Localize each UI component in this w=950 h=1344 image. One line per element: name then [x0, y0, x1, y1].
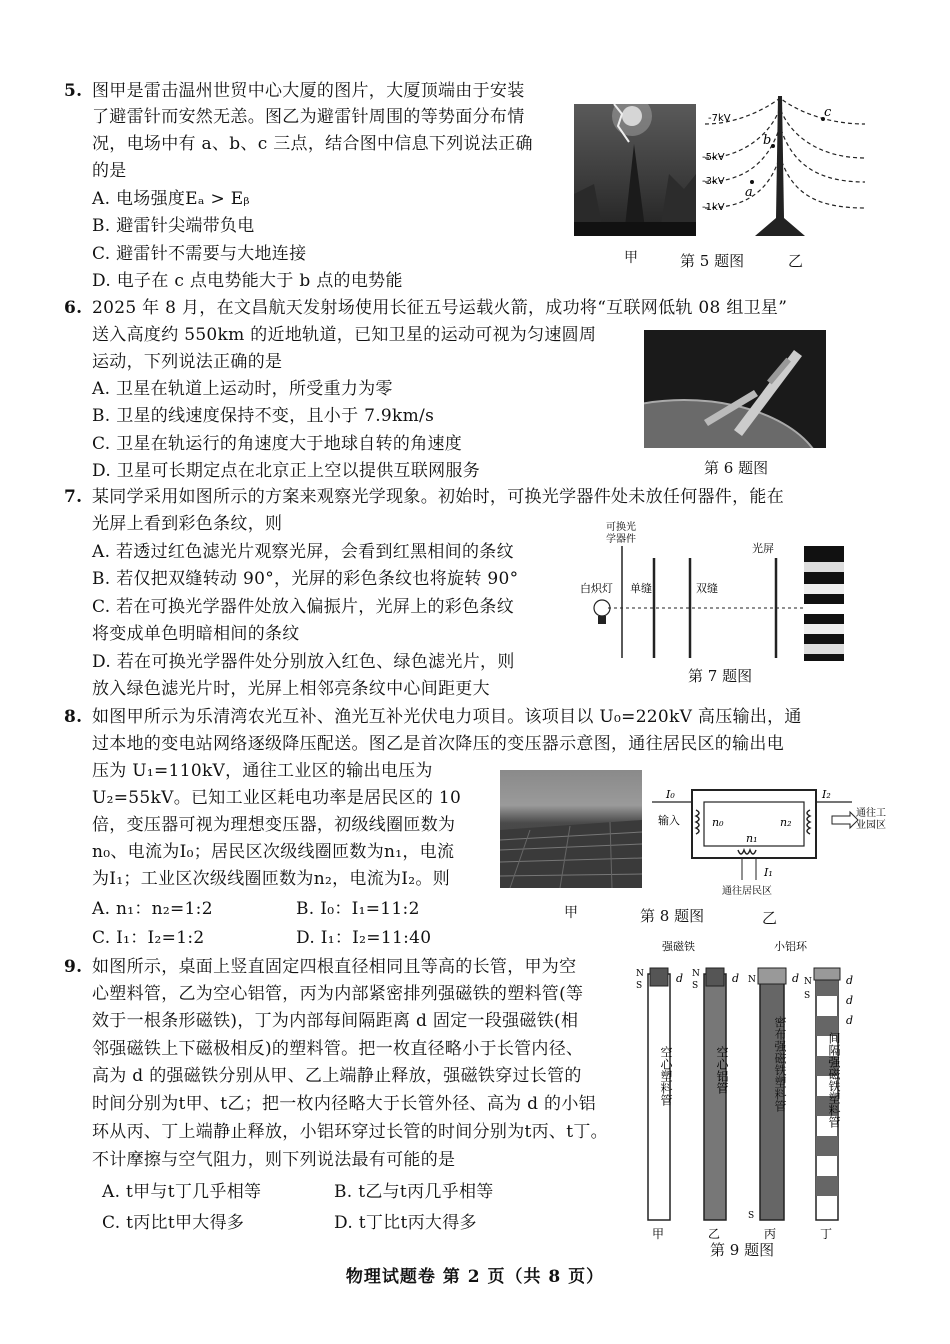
q9-tube-ding-label: 间隔强磁铁塑料管: [827, 1032, 841, 1128]
q5-potential-label-4: -1kV: [702, 202, 725, 213]
q7-number: 7.: [64, 487, 83, 507]
q8-stem-line-3: 压为 U₁=110kV，通往工业区的输出电压为: [92, 761, 433, 781]
q5-option-c: C. 避雷针不需要与大地连接: [92, 244, 307, 264]
q6-stem-line-3: 运动，下列说法正确的是: [92, 352, 283, 372]
q7-label-single-slit: 单缝: [630, 582, 652, 595]
q5-label-yi: 乙: [788, 252, 804, 270]
q9-pole-s-2: S: [692, 981, 699, 991]
q5-equipotential-diagram: [700, 96, 870, 241]
q8-label-yi: 乙: [762, 909, 778, 927]
q7-caption: 第 7 题图: [688, 667, 753, 685]
q5-point-a: a: [745, 185, 753, 200]
q9-label-ring: 小铝环: [774, 940, 807, 953]
q5-label-jia: 甲: [624, 250, 638, 266]
q5-potential-label-2: -5kV: [702, 152, 725, 163]
solar-panels-image: [500, 770, 642, 888]
q5-point-c: c: [824, 105, 832, 120]
q9-pole-n-1: N: [636, 969, 644, 979]
lightning-building-image: [574, 104, 696, 236]
q5-caption: 第 5 题图: [680, 252, 745, 270]
q7-option-c-1: C. 若在可换光学器件处放入偏振片，光屏上的彩色条纹: [92, 597, 515, 617]
q8-label-to-residential: 通往居民区: [722, 886, 772, 897]
q8-stem-line-2: 过本地的变电站网络逐级降压配送。图乙是首次降压的变压器示意图，通往居民区的输出电: [92, 734, 784, 754]
q9-option-c: C. t丙比t甲大得多: [102, 1213, 245, 1233]
q9-option-a: A. t甲与t丁几乎相等: [102, 1182, 262, 1202]
q7-stem-line-2: 光屏上看到彩色条纹，则: [92, 514, 283, 534]
q9-d-label-3: d: [792, 972, 800, 985]
q6-stem-line-1: 2025 年 8 月，在文昌航天发射场使用长征五号运载火箭，成功将“互联网低轨 08 组卫星”: [92, 298, 788, 318]
q6-option-c: C. 卫星在轨运行的角速度大于地球自转的角速度: [92, 434, 463, 454]
q8-number: 8.: [64, 707, 83, 727]
q9-d-label-4: d: [846, 974, 854, 987]
q7-option-d-1: D. 若在可换光学器件处分别放入红色、绿色滤光片，则: [92, 652, 515, 672]
q5-point-b: b: [763, 133, 772, 148]
q6-option-b: B. 卫星的线速度保持不变，且小于 7.9km/s: [92, 406, 435, 426]
q8-caption: 第 8 题图: [640, 907, 705, 925]
q8-label-jia: 甲: [564, 905, 578, 921]
q8-label-to-industry-2: 业园区: [856, 820, 886, 831]
q9-pole-s-1: S: [636, 981, 643, 991]
q9-pole-n-4: N: [804, 977, 812, 987]
q9-stem-line-4: 邻强磁铁上下磁极相反)的塑料管。把一枚直径略小于长管内径、: [92, 1039, 584, 1059]
q9-tubes-diagram: [636, 936, 868, 1250]
q7-label-lamp: 白炽灯: [580, 582, 613, 595]
q8-option-a: A. n₁：n₂=1:2: [92, 899, 213, 919]
q9-d-label-2: d: [732, 972, 740, 985]
q7-label-screen: 光屏: [752, 542, 774, 555]
secondary-coil-icon: [807, 810, 810, 834]
arrow-right-icon: [832, 812, 858, 828]
q9-pole-s-4: S: [804, 991, 811, 1001]
q9-tube-bing-label: 密布强磁铁塑料管: [773, 1016, 787, 1112]
q5-number: 5.: [64, 81, 83, 101]
q5-stem-line-3: 况，电场中有 a、b、c 三点，结合图中信息下列说法正确: [92, 134, 533, 154]
q8-transformer-diagram: [652, 780, 892, 900]
q7-optics-diagram: [578, 518, 848, 668]
q9-caption: 第 9 题图: [710, 1241, 775, 1259]
q9-tube-yi-label: 空心铝管: [715, 1046, 729, 1094]
q9-label-yi: 乙: [708, 1227, 721, 1241]
q5-stem-line-2: 了避雷针而安然无恙。图乙为避雷针周围的等势面分布情: [92, 107, 525, 127]
q6-number: 6.: [64, 298, 83, 318]
q5-option-d: D. 电子在 c 点电势能大于 b 点的电势能: [92, 271, 403, 291]
q9-label-ding: 丁: [820, 1227, 833, 1241]
q8-stem-line-4: U₂=55kV。已知工业区耗电功率是居民区的 10: [92, 788, 462, 808]
q9-d-label-1: d: [676, 972, 684, 985]
primary-coil-icon: [696, 810, 699, 834]
q8-label-n1: n₁: [746, 832, 758, 845]
q9-stem-line-7: 环从丙、丁上端静止释放，小铝环穿过长管的时间分别为t丙、t丁。: [92, 1122, 608, 1142]
q9-option-d: D. t丁比t丙大得多: [334, 1213, 477, 1233]
q7-label-double-slit: 双缝: [696, 582, 718, 595]
q9-label-magnet: 强磁铁: [662, 940, 695, 953]
q8-label-I0: I₀: [666, 788, 675, 801]
q6-option-a: A. 卫星在轨道上运动时，所受重力为零: [92, 379, 393, 399]
q5-option-a: A. 电场强度Eₐ > Eᵦ: [92, 189, 250, 209]
q9-option-b: B. t乙与t丙几乎相等: [334, 1182, 494, 1202]
q9-stem-line-8: 不计摩擦与空气阻力，则下列说法最有可能的是: [92, 1150, 456, 1170]
q8-label-input: 输入: [658, 814, 680, 827]
q9-tube-jia-label: 空心塑料管: [659, 1046, 673, 1106]
q9-stem-line-6: 时间分别为t甲、t乙；把一枚内径略大于长管外径、高为 d 的小铝: [92, 1094, 596, 1114]
q8-label-I1: I₁: [764, 866, 773, 879]
lamp-icon: [594, 600, 610, 616]
q9-stem-line-3: 效于一根条形磁铁)，丁为内部每间隔距离 d 固定一段强磁铁(相: [92, 1011, 579, 1031]
q8-label-n2: n₂: [780, 816, 792, 829]
q9-d-label-5: d: [846, 994, 854, 1007]
q9-pole-n-2: N: [692, 969, 700, 979]
satellite-earth-image: [644, 330, 826, 448]
q5-potential-label-1: -7kV: [708, 113, 731, 124]
q9-label-jia: 甲: [652, 1227, 665, 1241]
q5-stem-line-1: 图甲是雷击温州世贸中心大厦的图片，大厦顶端由于安装: [92, 81, 525, 101]
q7-option-d-2: 放入绿色滤光片时，光屏上相邻亮条纹中心间距更大: [92, 679, 490, 699]
tube-yi: [704, 974, 726, 1220]
q7-label-device-2: 学器件: [606, 534, 636, 545]
q5-stem-line-4: 的是: [92, 161, 127, 181]
q6-caption: 第 6 题图: [704, 459, 769, 477]
q9-pole-n-3: N: [748, 975, 756, 985]
q7-stem-line-1: 某同学采用如图所示的方案来观察光学现象。初始时，可换光学器件处未放任何器件，能在: [92, 487, 784, 507]
q9-pole-s-3: S: [748, 1211, 755, 1221]
q5-lightning-photo: [574, 104, 696, 236]
q8-option-d: D. I₁：I₂=11:40: [296, 928, 432, 948]
q7-option-b: B. 若仅把双缝转动 90°，光屏的彩色条纹也将旋转 90°: [92, 569, 519, 589]
q8-stem-line-5: 倍，变压器可视为理想变压器，初级线圈匝数为: [92, 815, 456, 835]
q9-stem-line-2: 心塑料管，乙为空心铝管，丙为内部紧密排列强磁铁的塑料管(等: [92, 984, 584, 1004]
q8-solar-farm-photo: [500, 770, 642, 888]
q5-potential-label-3: -3kV: [702, 176, 725, 187]
q9-stem-line-5: 高为 d 的强磁铁分别从甲、乙上端静止释放，强磁铁穿过长管的: [92, 1066, 582, 1086]
q8-stem-line-6: n₀、电流为I₀；居民区次级线圈匝数为n₁，电流: [92, 842, 455, 862]
q8-stem-line-1: 如图甲所示为乐清湾农光互补、渔光互补光伏电力项目。该项目以 U₀=220kV 高压输出，通: [92, 707, 802, 727]
q7-option-a: A. 若透过红色滤光片观察光屏，会看到红黑相间的条纹: [92, 542, 514, 562]
q8-label-n0: n₀: [712, 816, 724, 829]
q8-label-I2: I₂: [822, 788, 831, 801]
q8-option-b: B. I₀：I₁=11:2: [296, 899, 420, 919]
q8-stem-line-7: 为I₁；工业区次级线圈匝数为n₂，电流为I₂。则: [92, 869, 451, 889]
q5-option-b: B. 避雷针尖端带负电: [92, 216, 255, 236]
q6-option-d: D. 卫星可长期定点在北京正上空以提供互联网服务: [92, 461, 481, 481]
q7-option-c-2: 将变成单色明暗相间的条纹: [92, 624, 300, 644]
q9-number: 9.: [64, 957, 83, 977]
q6-satellite-photo: [644, 330, 826, 448]
q8-label-to-industry-1: 通往工: [856, 808, 886, 819]
q9-d-label-6: d: [846, 1014, 854, 1027]
q6-stem-line-2: 送入高度约 550km 的近地轨道，已知卫星的运动可视为匀速圆周: [92, 325, 597, 345]
q9-label-bing: 丙: [764, 1227, 777, 1241]
q9-stem-line-1: 如图所示，桌面上竖直固定四根直径相同且等高的长管，甲为空: [92, 957, 577, 977]
q8-option-c: C. I₁：I₂=1:2: [92, 928, 205, 948]
page-footer: 物理试题卷 第 2 页（共 8 页）: [345, 1267, 605, 1287]
q7-label-device-1: 可换光: [606, 522, 636, 533]
